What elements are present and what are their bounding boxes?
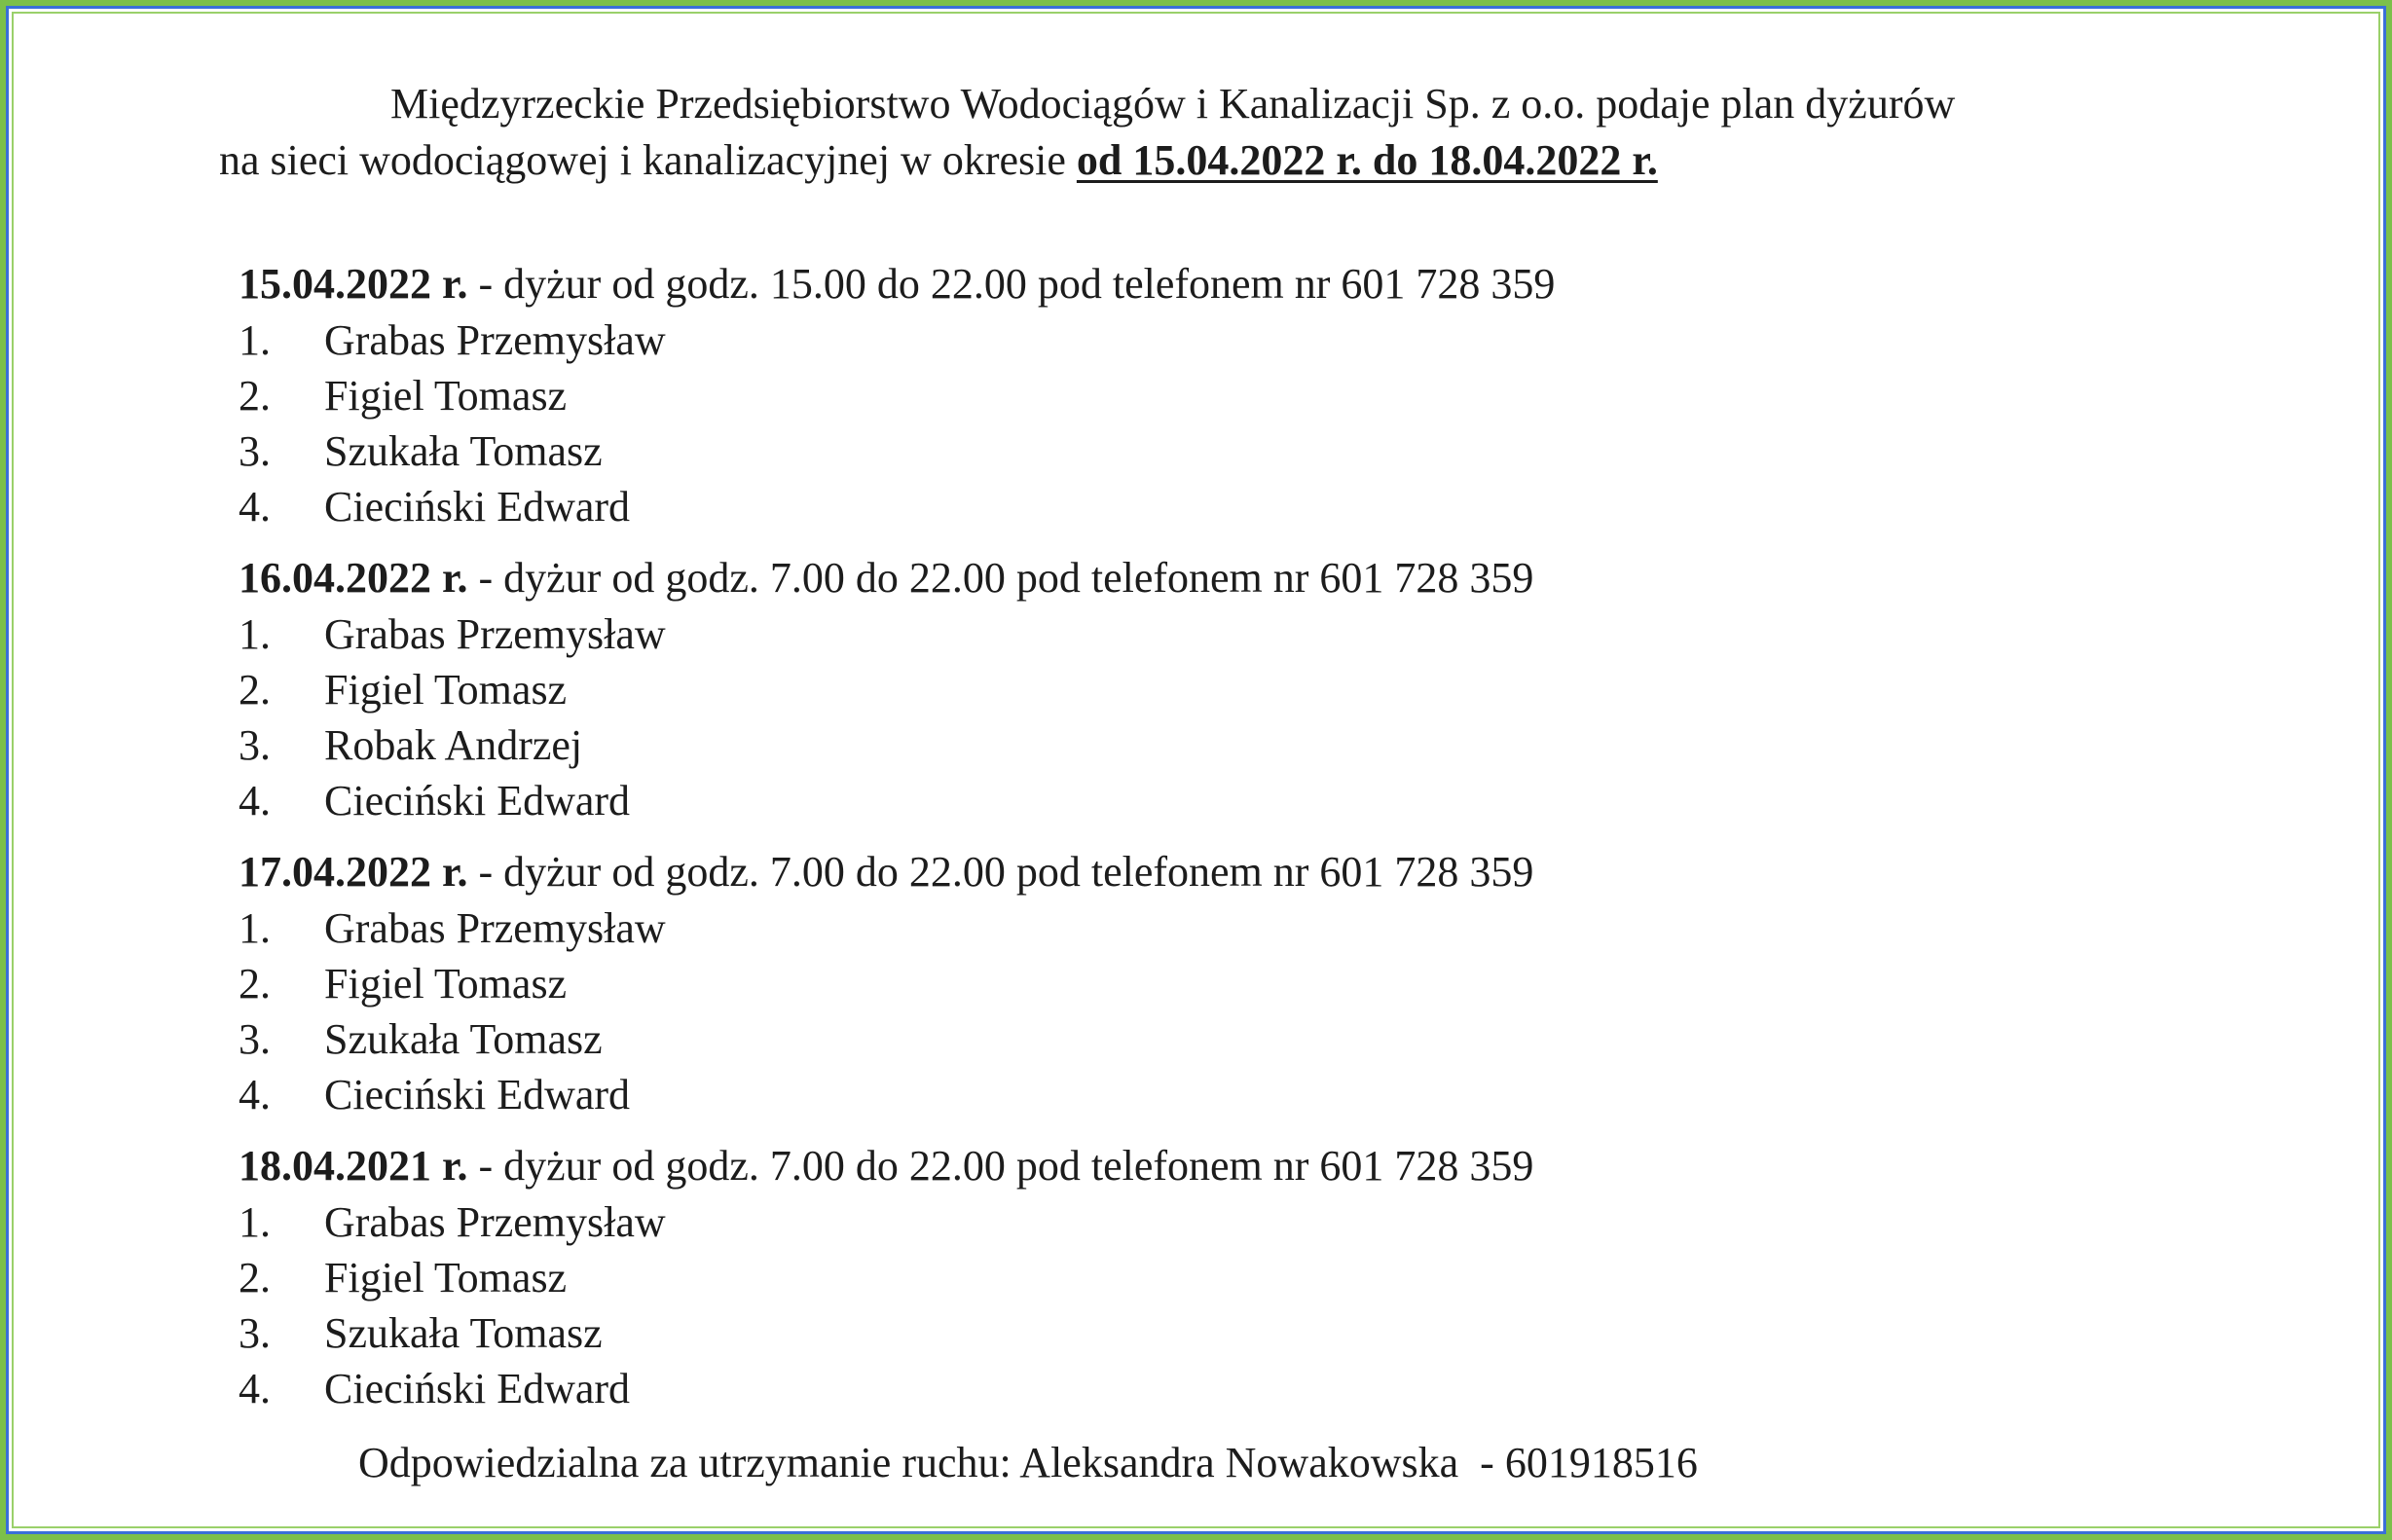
- duty-day-date: 18.04.2021 r.: [239, 1142, 468, 1190]
- intro-paragraph: [219, 76, 2283, 189]
- duty-person: [239, 1011, 2283, 1067]
- duty-person-number: 3.: [239, 1309, 271, 1357]
- duty-person-number: 1.: [239, 904, 271, 952]
- duty-person-name: Figiel Tomasz: [324, 372, 568, 420]
- duty-person-name: Grabas Przemysław: [324, 316, 666, 364]
- duty-person-name: Grabas Przemysław: [324, 1198, 666, 1246]
- duty-day: [239, 1138, 2283, 1416]
- duty-person-name: Cieciński Edward: [324, 1365, 631, 1412]
- duty-person-name: Szukała Tomasz: [324, 1309, 603, 1357]
- duty-person: [239, 900, 2283, 956]
- duty-day-details: - dyżur od godz. 7.00 do 22.00 pod telefonem nr 601 728 359: [467, 848, 1534, 896]
- duty-person-number: 2.: [239, 666, 271, 714]
- duty-schedule: [239, 256, 2283, 1432]
- duty-person-number: 2.: [239, 960, 271, 1008]
- duty-day-header: [239, 256, 2283, 312]
- duty-person-name: Szukała Tomasz: [324, 1015, 603, 1063]
- duty-day-date: 15.04.2022 r.: [239, 260, 468, 308]
- duty-person: [239, 956, 2283, 1011]
- intro-date-range: od 15.04.2022 r. do 18.04.2022 r.: [1076, 136, 1658, 184]
- intro-line-2-prefix: na sieci wodociągowej i kanalizacyjnej w okresie: [219, 136, 1077, 184]
- duty-person: [239, 368, 2283, 423]
- maintenance-contact: Odpowiedzialna za utrzymanie ruchu: Aleksandra Nowakowska - 601918516: [358, 1439, 1698, 1486]
- duty-person: [239, 606, 2283, 662]
- duty-person-name: Robak Andrzej: [324, 721, 583, 769]
- duty-person-number: 3.: [239, 1015, 271, 1063]
- duty-person: [239, 773, 2283, 828]
- duty-day: [239, 256, 2283, 534]
- duty-day-header: [239, 1138, 2283, 1194]
- duty-person-name: Figiel Tomasz: [324, 1254, 568, 1302]
- duty-person-name: Grabas Przemysław: [324, 904, 666, 952]
- duty-person-number: 4.: [239, 483, 271, 531]
- duty-person-number: 1.: [239, 316, 271, 364]
- intro-line-1: Międzyrzeckie Przedsiębiorstwo Wodociągów i Kanalizacji Sp. z o.o. podaje plan dyżurów: [390, 80, 1956, 128]
- duty-person: [239, 423, 2283, 479]
- duty-day-date: 16.04.2022 r.: [239, 554, 468, 602]
- duty-person: [239, 312, 2283, 368]
- duty-day-details: - dyżur od godz. 15.00 do 22.00 pod telefonem nr 601 728 359: [467, 260, 1556, 308]
- duty-person-name: Figiel Tomasz: [324, 666, 568, 714]
- duty-person-name: Figiel Tomasz: [324, 960, 568, 1008]
- duty-day-header: [239, 550, 2283, 606]
- duty-person-name: Cieciński Edward: [324, 777, 631, 825]
- duty-person-name: Szukała Tomasz: [324, 427, 603, 475]
- duty-person: [239, 1305, 2283, 1361]
- duty-person-name: Cieciński Edward: [324, 1071, 631, 1118]
- duty-person-number: 3.: [239, 721, 271, 769]
- duty-person-number: 1.: [239, 610, 271, 658]
- duty-person: [239, 1250, 2283, 1305]
- duty-person-number: 4.: [239, 777, 271, 825]
- duty-person-number: 2.: [239, 372, 271, 420]
- duty-person-number: 3.: [239, 427, 271, 475]
- duty-person-name: Grabas Przemysław: [324, 610, 666, 658]
- duty-person-name: Cieciński Edward: [324, 483, 631, 531]
- duty-person-number: 2.: [239, 1254, 271, 1302]
- duty-person: [239, 1067, 2283, 1122]
- duty-person: [239, 1194, 2283, 1250]
- duty-person: [239, 1361, 2283, 1416]
- duty-person: [239, 479, 2283, 534]
- duty-person: [239, 717, 2283, 773]
- duty-day-details: - dyżur od godz. 7.00 do 22.00 pod telefonem nr 601 728 359: [467, 554, 1534, 602]
- duty-day-details: - dyżur od godz. 7.00 do 22.00 pod telefonem nr 601 728 359: [467, 1142, 1534, 1190]
- duty-day: [239, 550, 2283, 828]
- duty-person: [239, 662, 2283, 717]
- duty-day: [239, 844, 2283, 1122]
- duty-person-number: 4.: [239, 1071, 271, 1118]
- duty-person-number: 1.: [239, 1198, 271, 1246]
- intro-line-2: [219, 132, 2283, 189]
- duty-day-header: [239, 844, 2283, 900]
- duty-day-date: 17.04.2022 r.: [239, 848, 468, 896]
- duty-person-number: 4.: [239, 1365, 271, 1412]
